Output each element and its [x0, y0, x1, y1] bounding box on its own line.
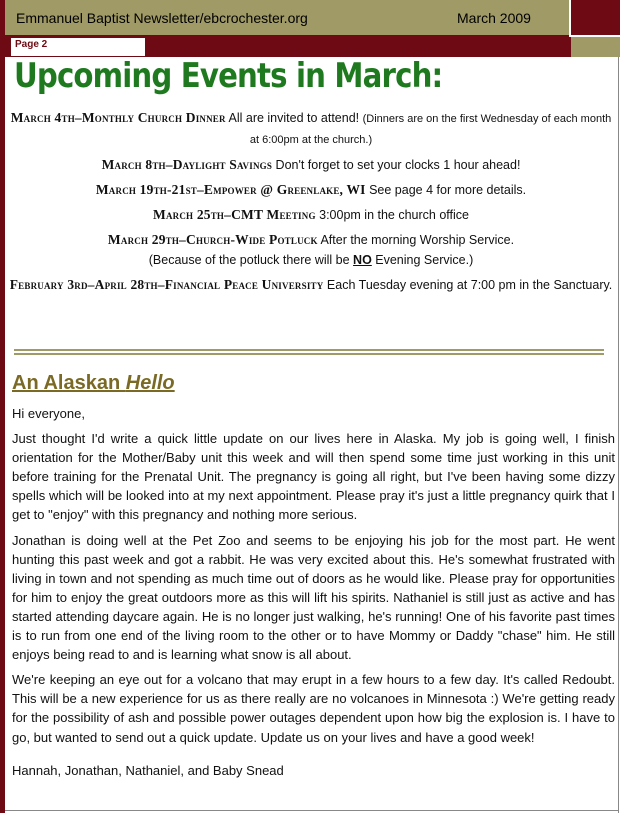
event-note: (Because of the potluck there will be	[148, 253, 354, 267]
article-paragraph: Just thought I'd write a quick little update on our lives here in Alaska. My job is going well, I finish orientation for the Mother/Baby unit this week and will then spend some time just working in this unit before training for the Prenatal Unit. The pregnancy is going all right, but I've been having some dizzy spells which will be looked into at my next appointment. Please pray it's just a little pregnancy quirk that I get to "enjoy" with this pregnancy and nothing more serious.	[12, 431, 615, 523]
strip-corner-block	[571, 37, 620, 57]
newsletter-header	[5, 0, 569, 37]
event-name: March 19th-21st–Empower @ Greenlake, WI	[95, 182, 366, 197]
event-note-emphasis: NO	[353, 253, 372, 267]
event-detail: After the morning Worship Service.	[317, 233, 515, 247]
issue-date: March 2009	[457, 10, 531, 26]
event-note: (Dinners are on the first Wednesday of each month at 6:00pm at the church.)	[249, 113, 612, 146]
event-note: Evening Service.)	[371, 253, 474, 267]
article-title-italic: Hello	[125, 372, 175, 394]
event-detail: Don't forget to set your clocks 1 hour ahead!	[272, 158, 521, 172]
section-divider	[14, 349, 604, 355]
event-item	[8, 108, 614, 150]
header-corner-block	[571, 0, 620, 35]
event-name: February 3rd–April 28th–Financial Peace University	[9, 277, 324, 292]
event-detail: Each Tuesday evening at 7:00 pm in the Sanctuary.	[323, 278, 613, 292]
event-item	[8, 230, 614, 270]
events-list	[8, 108, 614, 300]
article-title-text: An Alaskan	[12, 372, 126, 394]
event-detail: All are invited to attend!	[225, 111, 363, 125]
event-item	[8, 155, 614, 175]
right-page-rule	[618, 57, 619, 813]
page-number: Page 2	[15, 39, 48, 50]
article-body	[12, 404, 615, 786]
newsletter-title: Emmanuel Baptist Newsletter/ebcrochester.org	[16, 10, 308, 26]
events-heading: Upcoming Events in March:	[14, 56, 443, 96]
event-detail: See page 4 for more details.	[365, 183, 527, 197]
article-paragraph: We're keeping an eye out for a volcano that may erupt in a few hours to a few day. It's called Redoubt. This will be a new experience for us as there really are no volcanoes in Minnesota :) We're getting ready for the possibility of ash and possible power outages dependent upon how big the explosion is. I have to go, but wanted to send out a quick update. Update us on your lives and have a good week!	[12, 672, 615, 745]
event-detail: 3:00pm in the church office	[315, 208, 469, 222]
event-name: March 25th–CMT Meeting	[153, 207, 316, 222]
bottom-page-rule	[5, 810, 619, 811]
page-number-box	[11, 38, 145, 56]
left-border-bar	[0, 0, 5, 813]
event-item	[8, 205, 614, 225]
article-title	[12, 372, 175, 395]
article-signature: Hannah, Jonathan, Nathaniel, and Baby Snead	[12, 762, 284, 778]
event-item	[8, 275, 614, 295]
event-name: March 4th–Monthly Church Dinner	[10, 110, 226, 125]
article-paragraph: Jonathan is doing well at the Pet Zoo and seems to be enjoying his job for the most part. He went hunting this past week and got a rabbit. He was very excited about this. He's somewhat frustrated with living in town and not spending as much time out of doors as he would like. Please pray for opportunities for him to enjoy the great outdoors more as this will lift his spirits. Nathaniel is still just as active and has started attending daycare again. He is no longer just walking, he's running! One of his favorite past times is to run from one end of the living room to the other or to have Mommy or Daddy "chase" him. He still enjoys being read to and is learning what snow is all about.	[12, 532, 615, 663]
event-item	[8, 180, 614, 200]
event-name: March 8th–Daylight Savings	[101, 157, 273, 172]
article-greeting: Hi everyone,	[12, 406, 85, 421]
event-name: March 29th–Church-Wide Potluck	[107, 232, 318, 247]
